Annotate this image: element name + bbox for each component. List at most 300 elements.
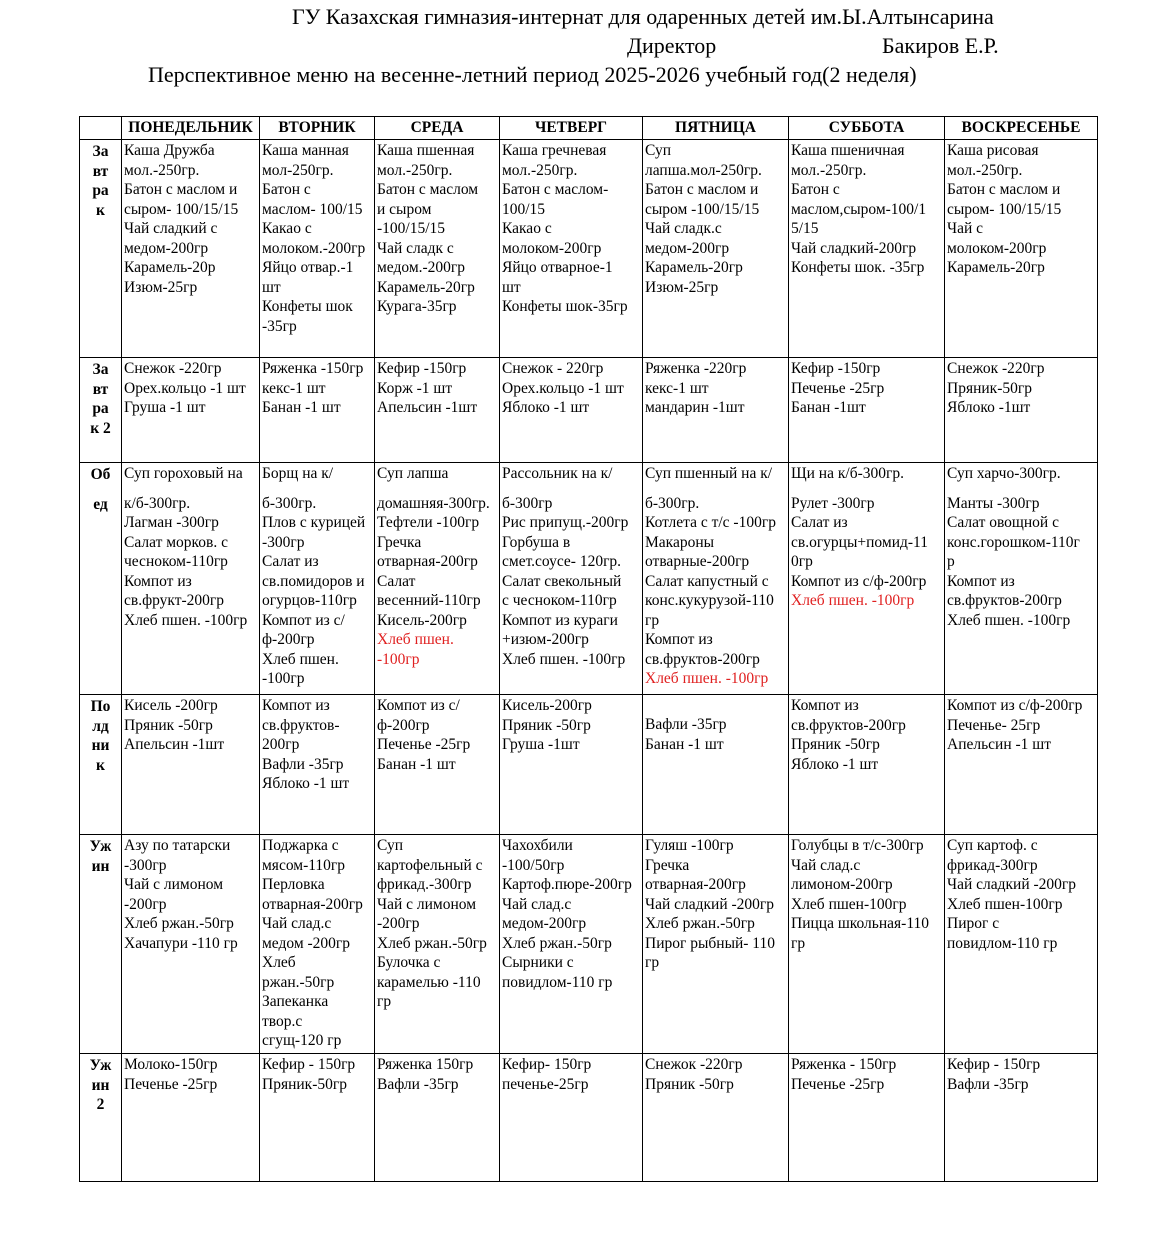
menu-item-line: Молоко-150гр [124,1056,218,1073]
menu-item-line: Чай с лимоном [124,876,224,893]
meal-row-lunch [80,463,1098,695]
menu-item-line: Салат капустный с [645,572,769,590]
menu-item-line: Чай сладк.с [645,220,722,237]
menu-item-line: Каша пшенная [377,142,475,159]
day-header: СУББОТА [789,117,945,140]
menu-item-line: молоком.-200гр [262,239,366,257]
menu-item-line: Печенье -25гр [791,1075,885,1093]
menu-item-line: Яйцо отварное-1 [502,259,613,276]
menu-cell [945,140,1098,358]
menu-item-line: Пряник -50гр [645,1075,734,1093]
menu-cell [789,695,945,835]
menu-cell [643,835,789,1054]
menu-item-line: отварная-200гр [262,895,363,913]
menu-item-line: медом-200гр [502,915,587,932]
menu-item-line: Батон с маслом и [124,181,238,198]
menu-item-line: св.фруктов-200гр [791,716,906,734]
meal-label-part: вт [92,380,109,398]
meal-label-part: Уж [89,838,112,855]
menu-item-line: Пряник -50гр [124,716,213,734]
menu-item-line: -100/50гр [502,856,565,874]
menu-item-line: сыром -100/15/15 [645,200,760,218]
menu-cell [500,140,643,358]
meal-label-part: ра [92,182,109,199]
menu-item-line: св.фруктов-200гр [947,592,1062,609]
menu-item-line: Снежок -220гр [947,360,1045,377]
menu-item-line: Хлеб пшен. -100гр [791,592,915,609]
menu-item-line: Щи на к/б-300гр. [791,465,904,482]
menu-item-line: -300гр [262,533,305,551]
menu-cell [945,463,1098,695]
menu-item-line: Пряник-50гр [262,1075,347,1093]
menu-item-line: Батон с маслом и [645,181,759,198]
menu-item-line: Салат из [791,514,848,531]
menu-item-line: Каша пшеничная [791,142,905,159]
menu-item-line: мясом-110гр [262,856,346,874]
menu-item-line: домашняя-300гр. [377,494,490,512]
menu-item-line: Чай сладкий-200гр [791,239,917,257]
menu-item-line: Кефир -150гр [377,360,467,377]
meal-label-part: ин [91,857,110,875]
menu-item-line: -100/15/15 [377,220,446,237]
menu-item-line: Суп харчо-300гр. [947,465,1061,482]
menu-item-line: Чай с лимоном [377,895,477,913]
menu-item-line: Хлеб ржан.-50гр [502,934,612,952]
menu-item-line: отварные-200гр [645,553,750,570]
menu-item-line: Пирог с [947,915,1000,932]
menu-item-line: Какао с [502,220,552,237]
days-header-row [80,117,1098,140]
menu-item-line: Вафли -35гр [377,1075,459,1093]
menu-item-line: Хлеб пшен. -100гр [947,611,1071,629]
menu-item-line: маслом- 100/15 [262,200,363,218]
meal-label-part: По [90,698,111,715]
menu-item-line: Хлеб пшен. [377,631,454,648]
menu-item-line: 100/15 [502,200,546,218]
menu-item-line: Гречка [377,533,422,551]
menu-item-line: Чахохбили [502,837,573,854]
menu-item-line: повидлом-110 гр [947,934,1058,952]
menu-item-line: Компот из с/ф-200гр [947,697,1083,714]
menu-item-line: Гуляш -100гр [645,837,734,854]
menu-cell [945,695,1098,835]
menu-item-line: фрикад.-300гр [377,876,472,893]
meal-label-part: к 2 [90,419,111,437]
menu-item-line: гр [645,954,660,971]
menu-item-line: Ряженка -220гр [645,360,747,377]
menu-item-line: Каша манная [262,142,349,159]
meal-label-part: лд [92,717,109,735]
menu-item-line: Ряженка -150гр [262,360,364,377]
menu-item-line: Конфеты шок [262,298,353,315]
menu-item-line: Печенье -25гр [377,736,471,753]
menu-item-line: б-300гр [502,494,553,512]
menu-item-line: Компот из [124,572,192,590]
menu-item-line: сыром- 100/15/15 [947,200,1062,218]
menu-item-line: твор.с [262,1012,303,1030]
menu-item-line: смет.соусе- 120гр. [502,553,622,570]
menu-item-line: Гречка [645,856,690,874]
menu-item-line: мол.-250гр. [377,161,453,179]
menu-item-line: Яблоко -1 шт [791,755,879,773]
menu-item-line: Салат свекольный [502,572,622,590]
menu-cell [375,463,500,695]
menu-item-line: Яйцо отвар.-1 [262,259,354,276]
menu-item-line: Пицца школьная-110 [791,915,930,932]
menu-item-line: Салат овощной с [947,514,1059,531]
menu-item-line: конс.горошком-110г [947,533,1080,551]
menu-cell [260,835,375,1054]
menu-item-line: мол-250гр. [262,161,334,179]
menu-item-line: Хачапури -110 гр [124,934,238,952]
menu-cell [789,358,945,463]
menu-cell [643,463,789,695]
menu-item-line: Хлеб ржан.-50гр [124,915,234,932]
menu-item-line: Хлеб пшен-100гр [947,895,1063,913]
menu-item-line: Каша рисовая [947,142,1039,159]
menu-item-line: Тефтели -100гр [377,514,480,531]
menu-item-line: Суп гороховый на [124,465,243,482]
menu-item-line: Сырники с [502,954,574,971]
menu-cell [643,140,789,358]
menu-item-line: Вафли -35гр [645,716,727,733]
menu-item-line: Каша гречневая [502,142,607,159]
menu-item-line: -100гр [377,650,420,668]
menu-item-line: Чай сладкий -200гр [947,876,1077,893]
menu-item-line: Рулет -300гр [791,494,875,512]
menu-item-line: лапша.мол-250гр. [645,161,762,179]
menu-item-line: б-300гр. [262,494,317,512]
menu-item-line: Апельсин -1шт [377,399,478,416]
menu-item-line: повидлом-110 гр [502,973,613,991]
meal-label-part: к [96,201,105,219]
menu-item-line: Изюм-25гр [124,278,198,296]
menu-item-line: шт [262,278,281,296]
menu-cell [375,835,500,1054]
menu-item-line: Запеканка [262,993,329,1010]
menu-item-line: Изюм-25гр [645,278,719,296]
menu-item-line: 200гр [262,736,300,753]
meal-label-part: к [96,756,105,774]
menu-item-line: медом.-200гр [377,259,466,276]
menu-item-line: отварная-200гр [645,876,746,893]
meal-label [80,140,122,358]
director-name: Бакиров Е.Р. [882,33,999,58]
menu-item-line: Банан -1 шт [262,399,341,416]
menu-item-line: Чай сладкий -200гр [645,895,775,913]
menu-item-line: Компот из с/ [377,697,460,714]
menu-item-line: гр [791,934,806,952]
menu-item-line: Курага-35гр [377,298,457,315]
menu-cell [122,463,260,695]
menu-cell [500,358,643,463]
menu-item-line: Кефир - 150гр [947,1056,1041,1073]
corner-cell [80,117,122,140]
meal-label [80,835,122,1054]
menu-item-line: кекс-1 шт [262,379,326,397]
menu-item-line: Хлеб пшен. -100гр [502,650,626,668]
menu-item-line: молоком-200гр [502,239,602,257]
meal-label-part: вт [92,162,109,180]
menu-item-line: Ряженка 150гр [377,1056,474,1073]
menu-cell [789,463,945,695]
menu-item-line: молоком-200гр [947,239,1047,257]
menu-item-line: 5/15 [791,220,819,237]
menu-item-line: мол.-250гр. [947,161,1023,179]
menu-cell [945,358,1098,463]
meal-row-snack [80,695,1098,835]
menu-cell [375,1054,500,1182]
menu-item-line: Хлеб пшен. -100гр [124,611,248,629]
menu-cell [500,463,643,695]
menu-item-line: и сыром [377,200,432,218]
menu-cell [260,695,375,835]
menu-item-line: Хлеб пшен. [262,650,339,668]
menu-item-line: сгущ-120 гр [262,1032,342,1049]
menu-item-line: кекс-1 шт [645,379,709,397]
menu-item-line: гр [645,611,660,629]
menu-item-line: гр [377,993,392,1010]
menu-item-line: с чесноком-110гр [502,592,617,609]
menu-item-line: Компот из с/ф-200гр [791,572,927,590]
menu-item-line: Апельсин -1 шт [947,736,1052,753]
menu-item-line: Чай слад.с [262,915,332,932]
menu-item-line: Карамель-20р [124,259,216,276]
menu-item-line: чесноком-110гр [124,553,228,570]
menu-item-line: Лагман -300гр [124,514,219,531]
menu-table [79,116,1098,1182]
meal-label-part: ин [91,1076,110,1094]
menu-item-line: Салат [377,572,416,590]
menu-item-line: -35гр [262,317,297,335]
menu-item-line: Чай слад.с [502,895,572,913]
menu-item-line: Батон с маслом и [947,181,1061,198]
menu-item-line: Компот из [262,697,330,714]
meal-label-part: ед [93,495,108,513]
menu-item-line: р [947,553,955,570]
menu-item-line: Банан -1 шт [645,735,724,753]
menu-cell [122,140,260,358]
menu-cell [122,835,260,1054]
menu-cell [789,140,945,358]
menu-item-line: Рис припущ.-200гр [502,514,629,531]
menu-cell [260,140,375,358]
menu-item-line: св.фрукт-200гр [124,592,225,609]
menu-item-line: -100гр [262,670,305,687]
menu-item-line: б-300гр. [645,494,700,512]
menu-cell [260,1054,375,1182]
menu-item-line: Пряник-50гр [947,379,1032,397]
menu-item-line: Борщ на к/ [262,465,334,482]
institution-name: ГУ Казахская гимназия-интернат для одаренных детей им.Ы.Алтынсарина [292,4,994,29]
menu-cell [122,358,260,463]
menu-item-line: Компот из кураги [502,611,618,629]
menu-cell [500,1054,643,1182]
meal-label-part: За [92,143,109,160]
menu-item-line: Хлеб ржан.-50гр [645,915,755,932]
menu-item-line: Котлета с т/с -100гр [645,514,776,531]
meal-label [80,695,122,835]
meal-row-dinner [80,835,1098,1054]
menu-item-line: Печенье -25гр [124,1075,218,1093]
menu-item-line: Яблоко -1 шт [262,775,350,792]
meal-label-part: Об [90,466,111,483]
menu-item-line: Батон с [262,181,311,198]
menu-cell [375,695,500,835]
menu-cell [500,835,643,1054]
menu-item-line: Яблоко -1 шт [502,399,590,416]
menu-item-line: Чай сладкий с [124,220,218,237]
menu-item-line: Салат из [262,553,319,570]
menu-item-line: Пряник -50гр [502,716,591,734]
day-header: ПЯТНИЦА [643,117,789,140]
menu-item-line: Кисель-200гр [502,697,592,714]
meal-label-part: Уж [89,1057,112,1074]
menu-cell [122,695,260,835]
menu-item-line: Конфеты шок. -35гр [791,259,925,276]
menu-item-line: конс.кукурузой-110 [645,592,774,609]
menu-item-line: Суп картоф. с [947,837,1038,854]
menu-item-line: св.помидоров и [262,572,365,590]
menu-item-line: огурцов-110гр [262,592,357,609]
menu-title: Перспективное меню на весенне-летний период 2025-2026 учебный год(2 неделя) [148,62,917,87]
meal-label-part: За [92,361,109,378]
menu-item-line: фрикад-300гр [947,856,1038,874]
menu-item-line: Вафли -35гр [262,755,344,773]
menu-item-line: шт [502,278,521,296]
menu-item-line: Орех.кольцо -1 шт [124,379,246,397]
day-header: ВОСКРЕСЕНЬЕ [945,117,1098,140]
menu-item-line: Компот из [791,697,859,714]
menu-item-line: ф-200гр [377,716,430,734]
menu-item-line: Картоф.пюре-200гр [502,876,632,893]
menu-cell [789,835,945,1054]
menu-cell [122,1054,260,1182]
menu-item-line: Кефир- 150гр [502,1056,592,1073]
menu-item-line: Хлеб пшен. -100гр [645,670,769,687]
menu-item-line: Перловка [262,876,325,893]
menu-item-line: Азу по татарски [124,837,231,854]
menu-item-line: ржан.-50гр [262,973,335,991]
menu-item-line: Груша -1шт [502,736,580,753]
menu-item-line: Кисель -200гр [124,697,218,714]
menu-item-line: -300гр [124,856,167,874]
menu-item-line: Кефир - 150гр [262,1056,356,1073]
menu-item-line: Батон с [791,181,840,198]
menu-item-line: Поджарка с [262,837,339,854]
menu-item-line: 0гр [791,553,813,570]
menu-item-line: медом-200гр [124,239,209,257]
menu-item-line: картофельный с [377,856,483,874]
menu-item-line: Конфеты шок-35гр [502,298,628,315]
menu-item-line: Суп пшенный на к/ [645,465,773,482]
menu-item-line: Вафли -35гр [947,1075,1029,1093]
menu-item-line: Корж -1 шт [377,379,453,397]
menu-cell [789,1054,945,1182]
meal-label [80,358,122,463]
menu-item-line: отварная-200гр [377,553,478,570]
menu-item-line: Банан -1шт [791,399,866,416]
menu-item-line: ф-200гр [262,631,315,648]
menu-item-line: Плов с курицей [262,514,366,531]
menu-item-line: мол.-250гр. [502,161,578,179]
menu-item-line: Чай сладк с [377,239,454,257]
menu-item-line: Снежок -220гр [124,360,222,377]
menu-item-line: -200гр [124,895,167,913]
menu-item-line: Кефир -150гр [791,360,881,377]
menu-item-line: мандарин -1шт [645,399,745,416]
menu-item-line: Хлеб пшен-100гр [791,895,907,913]
menu-item-line: Какао с [262,220,312,237]
menu-item-line: -200гр [377,915,420,932]
menu-item-line: к/б-300гр. [124,494,191,512]
day-header: ПОНЕДЕЛЬНИК [122,117,260,140]
menu-item-line: Карамель-20гр [377,278,475,296]
meal-label [80,1054,122,1182]
menu-cell [375,358,500,463]
menu-cell [643,1054,789,1182]
day-header: ЧЕТВЕРГ [500,117,643,140]
menu-item-line: маслом,сыром-100/1 [791,200,927,218]
menu-item-line: Пряник -50гр [791,736,880,753]
menu-item-line: Снежок -220гр [645,1056,743,1073]
menu-item-line: печенье-25гр [502,1075,589,1093]
menu-item-line: мол.-250гр. [791,161,867,179]
menu-item-line: св.огурцы+помид-11 [791,533,928,551]
menu-item-line: Булочка с [377,954,441,971]
menu-item-line: карамелью -110 [377,973,481,991]
menu-item-line: Компот из с/ [262,611,345,629]
menu-item-line: мол.-250гр. [124,161,200,179]
menu-item-line: Чай слад.с [791,856,861,874]
menu-item-line: Суп [645,142,671,159]
menu-item-line: Салат морков. с [124,533,228,551]
menu-item-line: Рассольник на к/ [502,465,613,482]
menu-item-line: Банан -1 шт [377,755,456,773]
menu-item-line: Печенье- 25гр [947,716,1041,734]
menu-item-line: Печенье -25гр [791,379,885,397]
menu-item-line: сыром- 100/15/15 [124,200,239,218]
meal-row-breakfast [80,140,1098,358]
menu-item-line: Пирог рыбный- 110 [645,934,775,952]
menu-item-line: Манты -300гр [947,494,1040,512]
meal-row-second-dinner [80,1054,1098,1182]
menu-item-line: Кисель-200гр [377,611,467,629]
menu-item-line: весенний-110гр [377,592,481,609]
menu-item-line: Орех.кольцо -1 шт [502,379,624,397]
menu-item-line: Карамель-20гр [947,259,1045,276]
menu-item-line: Голубцы в т/с-300гр [791,837,924,854]
menu-item-line: Ряженка - 150гр [791,1056,897,1073]
menu-item-line: лимоном-200гр [791,876,893,893]
meal-row-second-breakfast [80,358,1098,463]
menu-cell [375,140,500,358]
meal-label-part: ра [92,400,109,417]
menu-item-line: св.фруктов- [262,716,340,734]
menu-item-line: Хлеб [262,954,296,971]
menu-item-line: Макароны [645,533,715,551]
menu-item-line: Карамель-20гр [645,259,743,276]
menu-item-line: Суп лапша [377,465,449,482]
meal-label [80,463,122,695]
menu-item-line: +изюм-200гр [502,631,589,648]
menu-item-line: Чай с [947,220,984,237]
menu-item-line: медом -200гр [262,934,351,952]
menu-item-line: Снежок - 220гр [502,360,604,377]
meal-label-part: ни [91,737,110,754]
menu-item-line: Горбуша в [502,533,571,551]
menu-cell [945,835,1098,1054]
